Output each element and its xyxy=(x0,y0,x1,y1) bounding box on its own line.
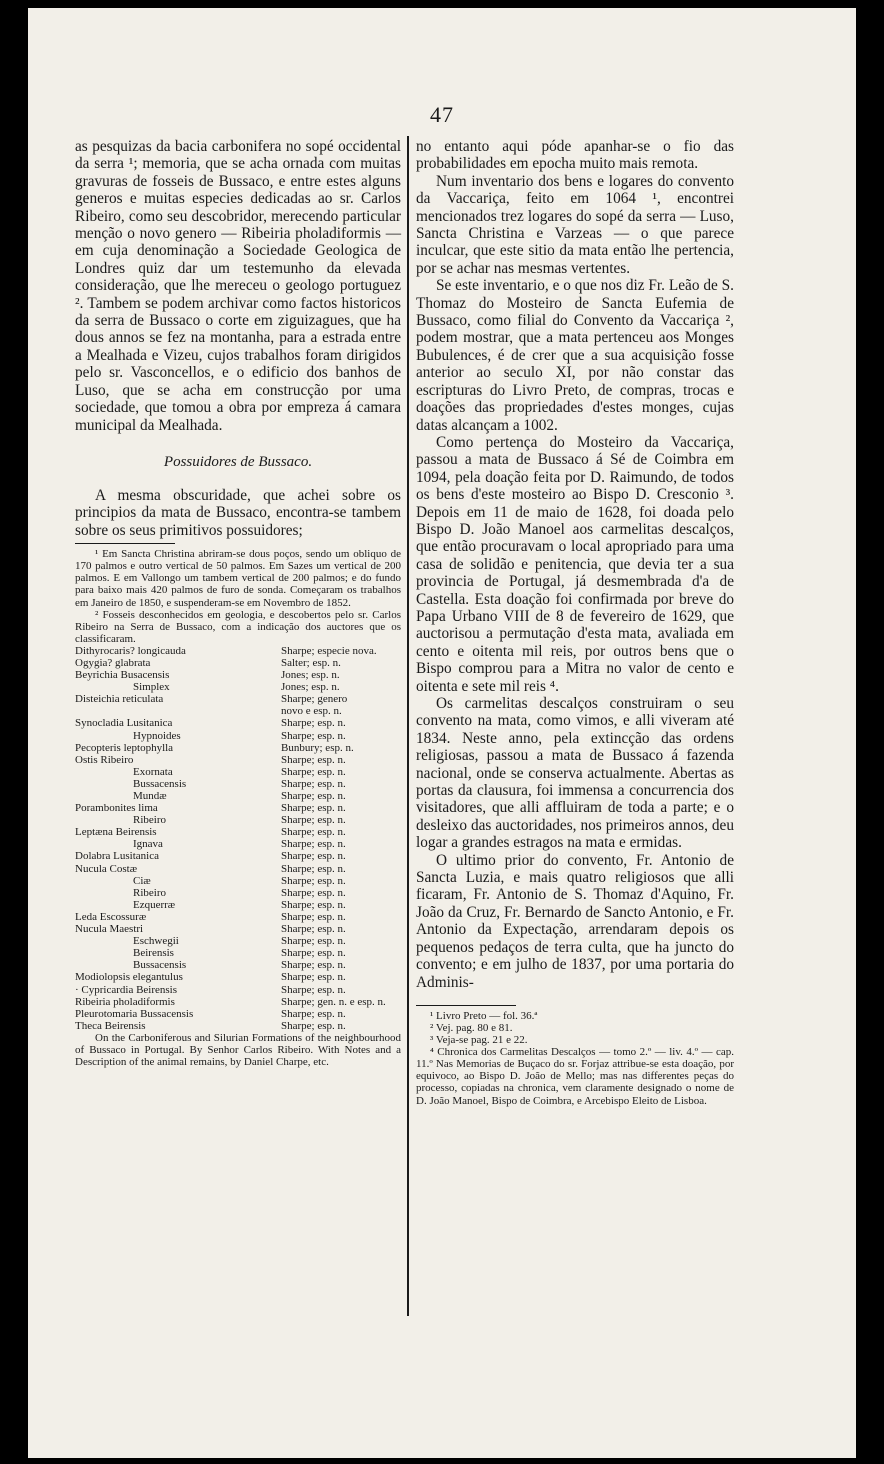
fossil-name: Nucula Maestri xyxy=(75,923,144,936)
fossil-name: Ezquerræ xyxy=(133,898,176,911)
fossil-row xyxy=(75,875,401,887)
fossil-name xyxy=(75,705,281,717)
fossil-name: Ribeiria pholadiformis xyxy=(75,995,175,1008)
fossil-row xyxy=(75,959,401,971)
fossil-row xyxy=(75,887,401,899)
fossil-row xyxy=(75,971,401,983)
fossil-row xyxy=(75,935,401,947)
fossil-name: Pleurotomaria Bussacensis xyxy=(75,1007,194,1020)
right-footnote: ³ Veja-se pag. 21 e 22. xyxy=(430,1034,528,1047)
fossil-row xyxy=(75,669,401,681)
fossil-name: Beyrichia Busacensis xyxy=(75,669,170,682)
fossil-name: Bussacensis xyxy=(133,777,187,790)
fossil-author: Sharpe; especie nova. xyxy=(281,644,377,657)
fossil-name: Hypnoides xyxy=(133,729,181,742)
fossil-author: Sharpe; esp. n. xyxy=(281,826,346,839)
fossil-name: Leptæna Beirensis xyxy=(75,826,157,839)
right-footnote: ⁴ Chronica dos Carmelitas Descalços — tomo 2.º — liv. 4.º — cap. 11.º Nas Memorias de Buçaco do sr. Forjaz attribue-se esta doação, por equivoco, ao Bispo D. João de Mello; mas nas differentes peças do processo, copiadas na chronica, vem claramente designado o nome de D. João Manoel, Bispo de Coimbra, e Arcebispo Eleito de Lisboa. xyxy=(416,1046,734,1107)
fossil-name: Ostis Ribeiro xyxy=(75,753,134,766)
fossil-name: Synocladia Lusitanica xyxy=(75,717,173,730)
fossil-author: Sharpe; gen. n. e esp. n. xyxy=(281,995,386,1008)
fossil-name: Simplex xyxy=(133,681,170,694)
fossil-name: Pecopteris leptophylla xyxy=(75,741,174,754)
fossil-row xyxy=(75,899,401,911)
fossil-row xyxy=(75,911,401,923)
fossil-author: Sharpe; esp. n. xyxy=(281,1007,346,1020)
fossil-list xyxy=(75,645,401,1032)
fossil-name: Disteichia reticulata xyxy=(75,693,164,706)
fossil-name: Eschwegii xyxy=(133,935,179,948)
fossil-row xyxy=(75,705,401,717)
fossil-row xyxy=(75,730,401,742)
footnote-tail: On the Carboniferous and Silurian Formations of the neighbourhood of Bussaco in Portugal. By Senhor Carlos Ribeiro. With Notes and a Description of the animal remains, by Daniel Charpe, etc. xyxy=(75,1031,401,1069)
fossil-name: Nucula Costæ xyxy=(75,862,138,875)
page-number: 47 xyxy=(430,102,454,127)
footnote-1: ¹ Em Sancta Christina abriram-se dous poços, sendo um obliquo de 170 palmos e outro vertical de 50 palmos. Em Sazes um vertical de 200 palmos. E em Vallongo um tambem vertical de 200 palmos; e do fundo para baixo mais 420 palmos de furo de sonda. Começaram os trabalhos em Janeiro de 1850, e suspenderam-se em Novembro de 1852. xyxy=(75,548,401,609)
fossil-author: Bunbury; esp. n. xyxy=(281,741,354,754)
fossil-author: Sharpe; esp. n. xyxy=(281,910,346,923)
right-paragraph-3: Se este inventario, e o que nos diz Fr. Leão de S. Thomaz do Mosteiro de Sancta Eufemia de Bussaco, como filial do Convento da Vaccariça ², podem mostrar, que a mata pertenceu aos Monges Bubulences, é de crer que a sua acquisição fosse anterior ao seculo XI, por não constar das escripturas do Livro Preto, de compras, trocas e doações das propriedades d'estes monges, cujas datas alcançam a 1002. xyxy=(416,277,734,434)
section-heading: Possuidores de Bussaco. xyxy=(163,453,313,470)
fossil-row xyxy=(75,826,401,838)
fossil-name: Modiolopsis elegantulus xyxy=(75,971,183,984)
fossil-author: Sharpe; esp. n. xyxy=(281,898,346,911)
fossil-author: Sharpe; esp. n. xyxy=(281,790,346,802)
book-page xyxy=(28,8,856,1458)
fossil-row xyxy=(75,863,401,875)
fossil-name: Exornata xyxy=(133,765,173,778)
right-paragraph-1: no entanto aqui póde apanhar-se o fio das probabilidades em epocha muito mais remota. xyxy=(416,138,734,173)
fossil-row xyxy=(75,657,401,669)
fossil-author: Sharpe; esp. n. xyxy=(281,765,346,778)
fossil-name: Bussacensis xyxy=(133,959,187,972)
fossil-row xyxy=(75,766,401,778)
fossil-row xyxy=(75,754,401,766)
fossil-name: Dithyrocaris? longicauda xyxy=(75,644,186,657)
fossil-name: Porambonites lima xyxy=(75,802,158,815)
fossil-row xyxy=(75,681,401,693)
fossil-row xyxy=(75,850,401,862)
right-footnote: ¹ Livro Preto — fol. 36.ª xyxy=(430,1009,538,1022)
fossil-author: Sharpe; esp. n. xyxy=(281,874,346,887)
fossil-author: Sharpe; esp. n. xyxy=(281,777,346,790)
fossil-name: Theca Beirensis xyxy=(75,1019,146,1032)
right-footnote-rule xyxy=(416,1005,516,1006)
fossil-row xyxy=(75,947,401,959)
fossil-author: Sharpe; esp. n. xyxy=(281,959,346,972)
left-column xyxy=(75,138,401,1068)
fossil-author: Sharpe; esp. n. xyxy=(281,838,346,851)
fossil-name: Leda Escossuræ xyxy=(75,910,147,923)
fossil-author: Jones; esp. n. xyxy=(281,669,340,682)
fossil-row xyxy=(75,996,401,1008)
fossil-row xyxy=(75,814,401,826)
fossil-author: Sharpe; esp. n. xyxy=(281,971,346,984)
fossil-author: Sharpe; esp. n. xyxy=(281,717,346,730)
right-footnotes xyxy=(416,1005,734,1107)
right-paragraph-2: Num inventario dos bens e logares do convento da Vaccariça, feito em 1064 ¹, encontrei mencionados trez logares do sopé da serra — Luso, Sancta Christina e Varzeas — o que parece inculcar, que este sitio da mata então lhe pertencia, por se achar nas mesmas vertentes. xyxy=(416,172,734,277)
column-divider xyxy=(407,136,409,1316)
fossil-row xyxy=(75,778,401,790)
fossil-row xyxy=(75,693,401,705)
fossil-name: Ciæ xyxy=(133,874,151,887)
fossil-author: Sharpe; esp. n. xyxy=(281,923,346,936)
fossil-row xyxy=(75,984,401,996)
fossil-name: · Cypricardia Beirensis xyxy=(75,983,178,996)
right-column xyxy=(416,138,734,1107)
fossil-row xyxy=(75,645,401,657)
fossil-author: Sharpe; esp. n. xyxy=(281,814,346,827)
fossil-row xyxy=(75,742,401,754)
right-paragraph-4: Como pertença do Mosteiro da Vaccariça, passou a mata de Bussaco á Sé de Coimbra em 1094, pela doação feita por D. Raimundo, de todos os bens d'este mosteiro ao Bispo D. Cresconio ³. Depois em 11 de maio de 1628, foi doada pelo Bispo D. João Manoel aos carmelitas descalços, que então procuravam o local apropriado para uma casa de solidão e penitencia, que devia ter a sua provincia de Portugal, já desmembrada d'a de Castella. Esta doação foi confirmada por breve do Papa Urbano VIII de 8 de fevereiro de 1629, que auctorisou a permutação d'esta mata, avaliada em cento e oitenta mil reis, por outros bens que o Bispo comprou para a Mitra no valor de cento e oitenta e sete mil reis ⁴. xyxy=(416,433,734,695)
fossil-name: Beirensis xyxy=(133,947,174,960)
fossil-author: Sharpe; esp. n. xyxy=(281,886,346,899)
right-paragraph-6: O ultimo prior do convento, Fr. Antonio de Sancta Luzia, e mais quatro religiosos que alli ficaram, Fr. Antonio de S. Thomaz d'Aquino, Fr. João da Cruz, Fr. Bernardo de Sancto Antonio, e Fr. Antonio da Expectação, arrendaram depois os pequenos pedaços de terra culta, que ha juncto do convento; e em julho de 1837, por uma portaria do Adminis- xyxy=(416,851,734,991)
fossil-name: Ribeiro xyxy=(133,886,166,899)
fossil-author: Sharpe; esp. n. xyxy=(281,862,346,875)
fossil-author: Sharpe; esp. n. xyxy=(281,850,346,863)
fossil-row xyxy=(75,1020,401,1032)
fossil-row xyxy=(75,802,401,814)
fossil-author: Sharpe; esp. n. xyxy=(281,935,346,948)
fossil-row xyxy=(75,790,401,802)
fossil-author: Sharpe; esp. n. xyxy=(281,947,346,960)
footnote-2: ² Fosseis desconhecidos em geologia, e descobertos pelo sr. Carlos Ribeiro na Serra de Bussaco, com a indicação dos auctores que os classificaram. xyxy=(75,608,401,645)
fossil-row xyxy=(75,1008,401,1020)
left-paragraph-2: A mesma obscuridade, que achei sobre os principios da mata de Bussaco, encontra-se tambem sobre os seus primitivos possuidores; xyxy=(75,486,401,539)
fossil-author: Sharpe; genero xyxy=(281,693,348,706)
fossil-author: Sharpe; esp. n. xyxy=(281,753,346,766)
fossil-author: Jones; esp. n. xyxy=(281,681,340,694)
fossil-row xyxy=(75,717,401,729)
fossil-row xyxy=(75,838,401,850)
fossil-author: Sharpe; esp. n. xyxy=(281,729,346,742)
fossil-name: Ogygia? glabrata xyxy=(75,656,151,669)
fossil-author: novo e esp. n. xyxy=(281,705,342,718)
fossil-author: Salter; esp. n. xyxy=(281,656,341,669)
fossil-name: Mundæ xyxy=(133,790,167,802)
fossil-row xyxy=(75,923,401,935)
right-footnote: ² Vej. pag. 80 e 81. xyxy=(430,1022,513,1034)
fossil-name: Dolabra Lusitanica xyxy=(75,850,159,863)
fossil-author: Sharpe; esp. n. xyxy=(281,983,346,996)
right-paragraph-5: Os carmelitas descalços construiram o seu convento na mata, como vimos, e alli viveram até 1834. Neste anno, pela extincção das ordens religiosas, passou a mata de Bussaco á fazenda nacional, onde se conserva actualmente. Abertas as portas da clausura, foi immensa a concurrencia dos visitadores, que alli affluiram de toda a parte; e o desleixo das auctoridades, nos primeiros annos, deu logar a grandes estragos na mata e ermidas. xyxy=(416,695,734,852)
fossil-name: Ribeiro xyxy=(133,814,166,827)
fossil-author: Sharpe; esp. n. xyxy=(281,1019,346,1032)
footnote-rule xyxy=(75,543,175,544)
left-paragraph-1: as pesquizas da bacia carbonifera no sopé occidental da serra ¹; memoria, que se acha ornada com muitas gravuras de fosseis de Bussaco, e entre estes alguns generos e muitas especies dedicadas ao sr. Carlos Ribeiro, como seu descobridor, merecendo particular menção o novo genero — Ribeiria pholadiformis — em cuja denominação a Sociedade Geologica de Londres quiz dar um testemunho da elevada consideração, que lhe mereceu o geologo portuguez ². Tambem se podem archivar como factos historicos da serra de Bussaco o corte em ziguizagues, que ha dous annos se fez na montanha, para a estrada entre a Mealhada e Vizeu, cujos trabalhos foram dirigidos pelo sr. Vasconcellos, e o edificio dos banhos de Luso, que se acha em construcção por uma sociedade, que tomou a obra por empreza á camara municipal da Mealhada. xyxy=(75,138,401,434)
fossil-author: Sharpe; esp. n. xyxy=(281,802,346,815)
fossil-name: Ignava xyxy=(133,838,163,851)
